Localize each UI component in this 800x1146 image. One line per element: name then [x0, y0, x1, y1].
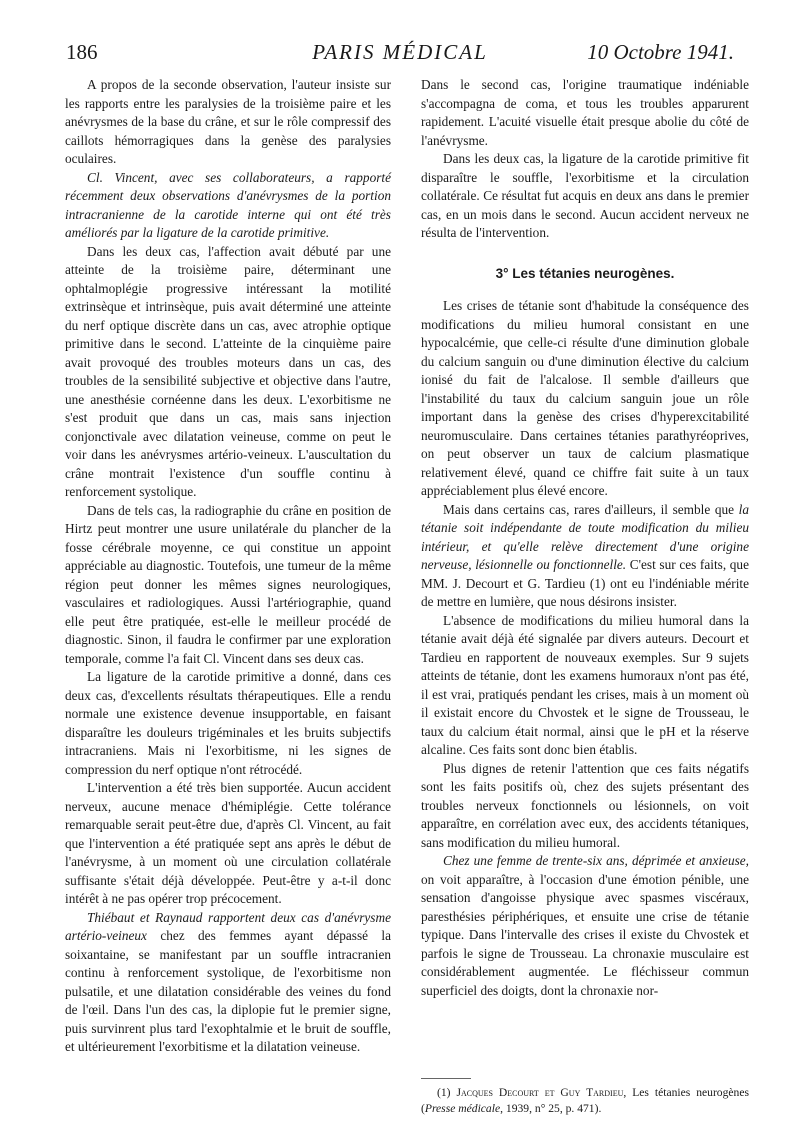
paragraph-rest: on voit apparaître, à l'occasion d'une émotion pénible, une sensation d'angoisse physique avec spasmes viscéraux, paresthésies périphériques, et ensuite une crise de tétanie typique. Dans l'intervalle des crises il existe du Chvostek et parfois le signe de Trousseau. La chronaxie musculaire est considérablement augmentée. Le fléchisseur commun superficiel des doigts, dont la chronaxie nor- — [421, 871, 749, 998]
paragraph — [421, 501, 749, 612]
paragraph: Dans le second cas, l'origine traumatique indéniable s'accompagna de coma, et tous les troubles apparurent rapidement. L'acuité visuelle était presque abolie du côté de l'anévrysme. — [421, 77, 749, 148]
paragraph-italic: Cl. Vincent, avec ses collaborateurs, a rapporté récemment deux observations d'anévrysmes de la portion intracranienne de la carotide interne qui ont été très améliorés par la ligature de la carotide primitive. — [65, 169, 391, 240]
footnote — [421, 1062, 749, 1117]
paragraph — [421, 852, 749, 1000]
paragraph-rest: chez des femmes ayant dépassé la soixantaine, se manifestant par un souffle intracranien continu à renforcement systolique, de l'exorbitisme non pulsatile, et une dilatation considérable des veines du fond de l'œil. Dans l'un des cas, la diplopie fut le premier signe, puis survinrent plus tard l'exophtalmie et le bruit de souffle, et ultérieurement l'exorbitisme et la dilatation veineuse. — [65, 928, 391, 1054]
paragraph: Dans les deux cas, la ligature de la carotide primitive fit disparaître le souffle, l'exorbitisme et la circulation collatérale. Ce résultat fut acquis en deux ans dans le premier cas, en un mois dans le second. Aucun accident nerveux ne résulta de l'intervention. — [421, 151, 749, 240]
paragraph: Les crises de tétanie sont d'habitude la conséquence des modifications du milieu humoral consistant en une hypocalcémie, que celle-ci résulte d'une diminution globale du calcium sanguin ou d'une diminution élective du calcium ionisé du fait de l'alcalose. Il semble d'ailleurs que l'instabilité du taux du calcium sanguin joue un rôle important dans la genèse des crises d'hyperexcitabilité neuromusculaire. Dans certaines tétanies parathyréoprives, on peut observer un taux de calcium plasmatique relativement élevé, quand ce chiffre fait suite à un taux appréciablement plus élevé encore. — [421, 298, 749, 498]
issue-date: 10 Octobre 1941. — [587, 40, 734, 64]
page-header — [66, 40, 734, 68]
running-title: PARIS MÉDICAL — [312, 40, 488, 64]
paragraph-italic-part: la tétanie soit indépendante de toute modification du milieu intérieur, et qu'elle relève directement d'une origine nerveuse, lésionnelle ou fonctionnelle. — [421, 501, 749, 572]
paragraph: L'intervention a été très bien supportée. Aucun accident nerveux, aucune menace d'hémiplégie. Cette tolérance remarquable serait peut-être due, d'après Cl. Vincent, au fait que l'intervention a été pratiquée sept ans après le début de l'anévrysme, à un moment où une circulation collatérale suffisante s'était déjà développée. Peut-être y a-t-il donc intérêt à ne pas opérer trop précocement. — [65, 780, 391, 906]
paragraph-part: C'est sur ces faits, que MM. J. Decourt et G. Tardieu (1) ont eu l'indéniable mérite de mettre en lumière, que nous désirons insister. — [421, 557, 749, 609]
footnote-rule — [421, 1078, 471, 1079]
paragraph: Plus dignes de retenir l'attention que ces faits négatifs sont les faits positifs où, chez des sujets présentant des troubles nerveux fonctionnels ou lésionnels, on voit apparaître, en corrélation avec eux, des accidents tétaniques, sans modification du milieu humoral. — [421, 760, 749, 850]
right-column — [421, 76, 749, 1000]
paragraph: Dans de tels cas, la radiographie du crâne en position de Hirtz peut montrer une usure unilatérale du plancher de la fosse cérébrale moyenne, ce qui constitue un appoint appréciable au diagnostic. Toutefois, une tumeur de la même région peut donner les mêmes signes neurologiques, vasculaires et radiologiques. Aussi l'artériographie, quand elle peut être pratiquée, est-elle le meilleur procédé de diagnostic. Sinon, il faudra le confirmer par une exploration temporale, comme l'a fait Cl. Vincent dans ses deux cas. — [65, 502, 391, 666]
paragraph-part: Mais dans certains cas, rares d'ailleurs, il semble que — [443, 501, 739, 517]
paragraph — [65, 909, 391, 1057]
left-column — [65, 76, 391, 1057]
footnote-title: Les tétanies neurogènes ( — [421, 1086, 749, 1115]
footnote-marker: (1) — [437, 1086, 457, 1099]
paragraph: L'absence de modifications du milieu humoral dans la tétanie avait déjà été signalée par divers auteurs. Decourt et Tardieu en rapportent de nouveaux exemples. Sur 9 sujets atteints de tétanie, dont les examens humoraux n'ont pas été, il est vrai, pratiqués pendant les crises, mais à un moment où il existait encore du Chvostek et le signe de Trousseau, le taux du calcium était normal, ainsi que le pH et la réserve alcaline. Ces faits sont donc bien établis. — [421, 612, 749, 757]
paragraph: Dans les deux cas, l'affection avait débuté par une atteinte de la troisième paire, déterminant une ophtalmoplégie progressive intéressant la motilité extrinsèque et intrinsèque, puis avait déterminé une atteinte du nerf optique discrète dans un cas, avec atrophie optique primitive dans le second. L'atteinte de la cinquième paire avait provoqué des troubles moteurs dans un cas, des troubles de la sensibilité subjective et objective dans l'autre, une anesthésie cornéenne dans les deux. L'exorbitisme ne s'est produit que dans un cas, mais sans injection conjonctivale avec dilatation veineuse, comme on peut le voir dans les anévrysmes artério-veineux. L'auscultation du crâne montrait l'existence d'un souffle continu à renforcement systolique. — [65, 243, 391, 499]
section-heading: 3° Les tétanies neurogènes. — [495, 265, 675, 281]
page-number: 186 — [66, 40, 98, 64]
paragraph-lead-italic: Chez une femme de trente-six ans, déprimée et anxieuse, — [443, 853, 749, 868]
footnote-text — [421, 1085, 749, 1117]
paragraph: La ligature de la carotide primitive a donné, dans ces deux cas, d'excellents résultats thérapeutiques. Elle a rendu normale une existence devenue insupportable, en faisant disparaître les douleurs trigéminales et les bruits subjectifs intracraniens. Mais ni l'exorbitisme, ni les signes de compression du nerf optique n'ont rétrocédé. — [65, 669, 391, 777]
footnote-journal: Presse médicale — [424, 1102, 501, 1115]
paragraph-lead-italic: Thiébaut et Raynaud rapportent deux cas d'anévrysme artério-veineux — [65, 909, 391, 943]
paragraph: A propos de la seconde observation, l'auteur insiste sur les rapports entre les paralysies de la troisième paire et les anévrysmes de la base du crâne, et sur le rôle compressif des caillots hémorragiques dans la genèse des paralysies oculaires. — [65, 77, 391, 166]
footnote-authors: Jacques Decourt et Guy Tardieu, — [456, 1086, 627, 1099]
footnote-ref: , 1939, n° 25, p. 471). — [500, 1102, 602, 1115]
